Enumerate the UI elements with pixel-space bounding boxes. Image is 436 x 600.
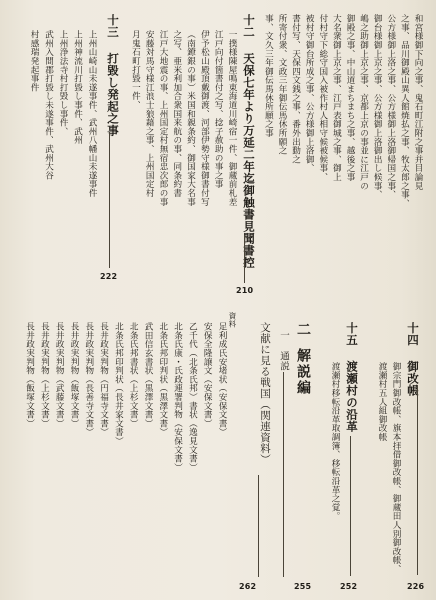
document-item-4: 北条氏康・氏政連署判物（安保文書） (172, 322, 183, 472)
tsusetsu-heading: 一 通説 (278, 330, 289, 371)
document-item-9: 長井政実判物（円福寺文書） (98, 322, 109, 437)
section-12-line-5: 之写、亜米利加合衆国来航の事、同条約書 (171, 30, 182, 198)
continued-line-11: 所寄付衆、文政三年御伝馬休所願之 (277, 14, 287, 155)
section-15-leader (350, 436, 351, 576)
section-12-line-6: 江戸大地震の事、上州国定村無宿忠次郎の事 (158, 30, 168, 206)
continued-line-4: 御台様御上京之事、公方様御上洛御出し候事、 (372, 14, 383, 199)
section-12-line-4: （南鐐銀の事）米国和親条約、御国家大名事 (185, 30, 196, 206)
continued-line-6: 御殿之事、中山道まちまち之事、越後之事 (345, 14, 355, 182)
section-14-line-2: 渡瀬村五人組御改帳 (377, 362, 387, 442)
shiryo-label: 資料 (228, 312, 237, 328)
section-12-line-8: 月鬼石町打毀一件、 (130, 30, 141, 110)
section-13-leader (109, 132, 110, 268)
document-item-14: 長井政実判物（飯塚文書） (24, 322, 35, 428)
continued-line-12: 事、文久三年御伝馬休所願之事 (263, 14, 274, 138)
document-item-2: 安保全隆譲文（安保文書） (202, 322, 213, 428)
section-15-heading: 十五 渡瀬村の沿革 (345, 322, 359, 433)
section-13-heading: 十三 打毀し発起之事 (106, 14, 120, 137)
section-14-line-1: 御宗門御改帳、旗本拝借御改帳、御蔵田人別御改帳、 (391, 362, 401, 574)
part-2-title: 解説編 (295, 348, 311, 396)
section-13-page: 222 (100, 272, 118, 281)
continued-line-2: 之事、品川御殿山異人館焼払之事、牧太郎之事、 (399, 14, 410, 208)
bunken-leader (258, 475, 259, 577)
document-item-11: 長井政実判物（飯塚文書） (69, 322, 79, 428)
section-15-line-1: 渡瀬村移転沿革取調簿、移転沿革之覚。 (330, 362, 340, 521)
document-item-3: 乙千代（北条氏邦）書状（逸見文書） (187, 322, 198, 472)
section-12-heading: 十二 天保七年より万延二年迄御触書見聞書控 (242, 14, 256, 269)
section-14-leader (417, 385, 418, 575)
section-15-page: 252 (340, 582, 358, 591)
section-13-line-3: 上州浄法寺村打毀し事件、 (58, 30, 68, 136)
section-12-page: 210 (236, 286, 254, 295)
section-12-leader (244, 235, 245, 283)
document-item-10: 長井政実判物（長善寺文書） (83, 322, 94, 437)
continued-line-5: 嶋之助御上京之事、京都上京の事並に江戸の (358, 14, 369, 190)
section-12-line-3: 伊予松山殿頂戴御渡、河部伊勢守様御書付写 (199, 30, 210, 206)
document-item-7: 北条氏邦書状（上杉文書） (128, 322, 139, 428)
continued-line-8: 付村守下総守国入被作村人相守候被候事、 (317, 14, 328, 182)
document-item-8: 北条氏邦印判状（長井家文書） (113, 322, 124, 446)
section-13-line-1: 上州山崎山未遂事件、武州八幡山未遂事件 (87, 30, 97, 198)
document-item-5: 北条氏邦印判状（黒澤文書） (157, 322, 168, 437)
section-13-line-5: 村感瑞発起事件 (29, 30, 39, 92)
tsusetsu-leader (283, 372, 284, 577)
continued-line-1: 和宮様御下向之事、鬼石町江附之事并目論見 (413, 14, 423, 190)
document-item-13: 長井政実判物（上杉文書） (39, 322, 50, 428)
document-item-6: 武田信玄書状（黒澤文書） (143, 322, 153, 428)
section-14-heading: 十四 御改帳 (406, 322, 420, 397)
section-13-line-2: 上州神流川打毀し事件、武州 (72, 30, 83, 145)
section-13-line-4: 武州入間郡打毀し未遂事件、武州大谷 (43, 30, 54, 180)
continued-line-9: 被村守御台所成之事、公方様御上洛御、 (304, 14, 315, 173)
bunken-heading: 文献に見る戦国（関連資料） (259, 322, 271, 465)
document-item-1: 足利成氏安堵状（安保文書） (217, 322, 227, 437)
continued-line-3: 公方様御上洛之事、公方様御上洛御帰国之事、 (385, 14, 396, 199)
section-12-line-1: 一撲様陳屋鳴東海道川崎宿一件、御蔵前札差 (227, 30, 237, 206)
document-item-12: 長井政実判物（武藤文書） (54, 322, 65, 428)
part-2-number: 二 (295, 322, 311, 338)
part-2-page: 255 (294, 582, 312, 591)
bunken-page: 262 (239, 582, 257, 591)
section-14-page: 226 (407, 582, 425, 591)
section-12-line-7: 安藤対馬守様江浪士狼藉之事、上州国定村 (144, 30, 155, 198)
continued-line-10: 書付写、天保四文銭之事、番外出動之 (290, 14, 301, 164)
section-12-line-2: 江戸向付箇書付之写、捻子赦助の事之事 (213, 30, 224, 189)
continued-line-7: 大名衆御上京之事、江戸表御城之事、御上 (331, 14, 342, 182)
